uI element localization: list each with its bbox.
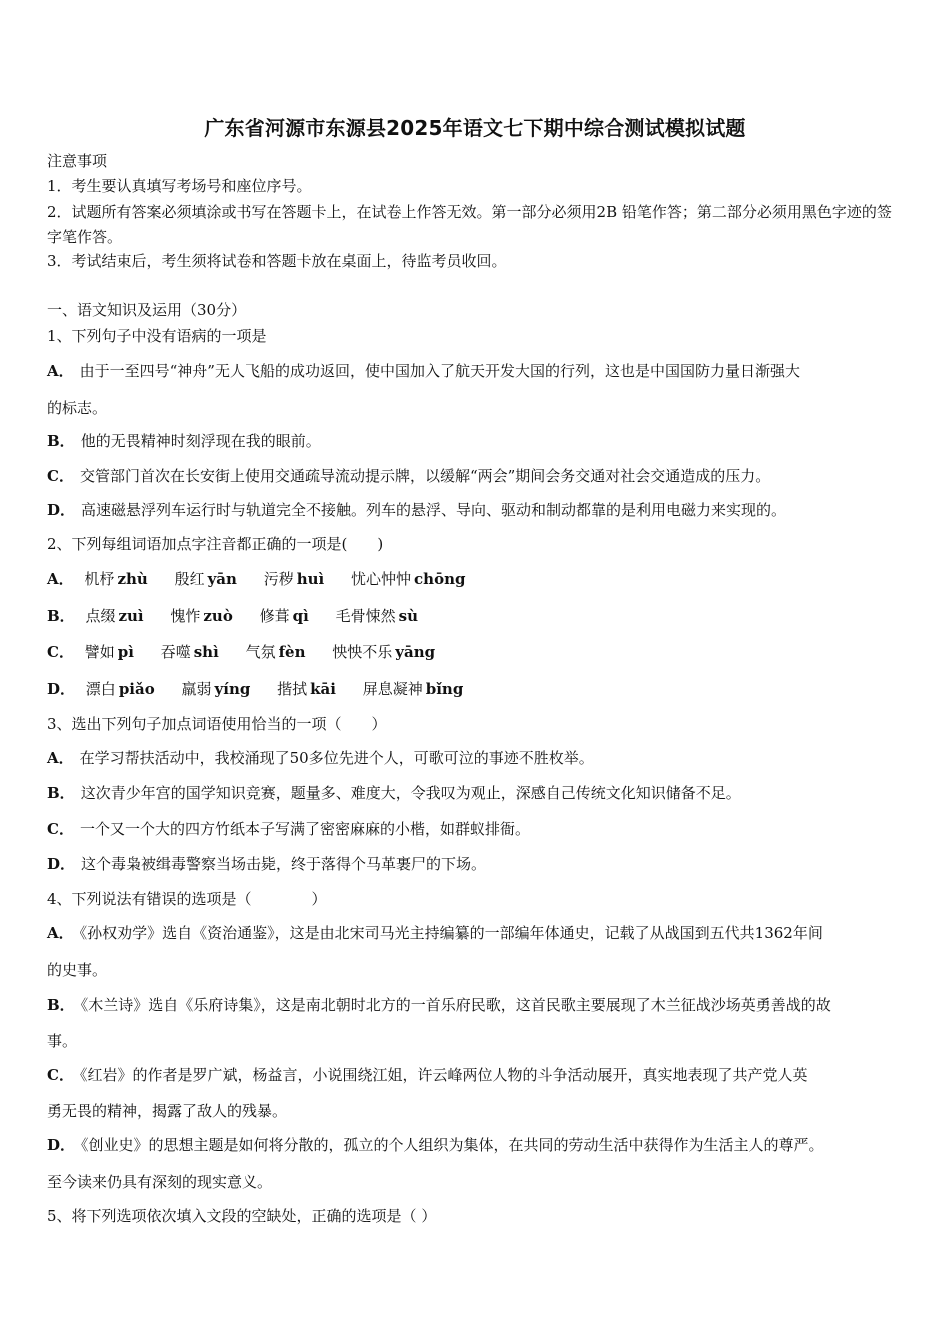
word-item: 屏息凝神 bǐng (362, 680, 464, 698)
q1-option-a (47, 360, 906, 382)
option-text: 《创业史》的思想主题是如何将分散的，孤立的个人组织为集体，在共同的劳动生活中获得作为生活主人的尊严。 (81, 1136, 824, 1154)
option-label: A． (47, 570, 74, 588)
word-item: 机杼 zhù (84, 570, 148, 588)
q1-option-a-cont: 的标志。 (47, 399, 108, 417)
q1-option-d (47, 499, 906, 521)
option-label: B． (47, 996, 75, 1014)
option-text: 他的无畏精神时刻浮现在我的眼前。 (80, 432, 321, 450)
word-item: 吞噬 shì (160, 643, 219, 661)
word-item: 譬如 pì (84, 643, 134, 661)
option-label: C． (47, 820, 74, 838)
option-label: C． (47, 643, 74, 661)
word-item: 污秽 huì (263, 570, 325, 588)
word-item: 愧怍 zuò (170, 607, 233, 625)
word-item: 点缀 zuì (85, 607, 144, 625)
option-text: 这次青少年宫的国学知识竞赛，题量多、难度大，令我叹为观止，深感自己传统文化知识储备不足。 (80, 784, 741, 802)
page-title: 广东省河源市东源县2025年语文七下期中综合测试模拟试题 (204, 116, 746, 140)
word-item: 修葺 qì (259, 607, 309, 625)
q2-stem: 2、下列每组词语加点字注音都正确的一项是( ) (47, 535, 384, 553)
option-label: D． (47, 1136, 76, 1154)
option-label: B． (47, 607, 75, 625)
word-item: 气氛 fèn (245, 643, 306, 661)
q4-option-d (47, 1134, 906, 1156)
word-item: 漂白 piǎo (85, 680, 155, 698)
option-text: 交管部门首次在长安街上使用交通疏导流动提示牌，以缓解“两会”期间会务交通对社会交通造成的压力。 (79, 467, 771, 485)
option-text: 高速磁悬浮列车运行时与轨道完全不接触。列车的悬浮、导向、驱动和制动都靠的是利用电磁力来实现的。 (81, 501, 787, 519)
q4-option-b (47, 994, 906, 1016)
q4-option-c-cont: 勇无畏的精神，揭露了敌人的残暴。 (47, 1102, 288, 1120)
option-text: 由于一至四号“神舟”无人飞船的成功返回，使中国加入了航天开发大国的行列，这也是中国国防力量日渐强大 (79, 362, 800, 380)
q3-option-d (47, 853, 906, 875)
q4-option-a-cont: 的史事。 (47, 961, 108, 979)
option-text: 一个又一个大的四方竹纸本子写满了密密麻麻的小楷，如群蚁排衙。 (79, 820, 530, 838)
option-label: B． (47, 432, 75, 450)
option-text: 这个毒枭被缉毒警察当场击毙，终于落得个马革裹尸的下场。 (81, 855, 487, 873)
q5-stem: 5、将下列选项依次填入文段的空缺处，正确的选项是（ ） (47, 1207, 437, 1225)
word-item: 毛骨悚然 sù (335, 607, 418, 625)
q2-option-d (47, 678, 906, 700)
notice-item-2: 2．试题所有答案必须填涂或书写在答题卡上，在试卷上作答无效。第一部分必须用2B 铅笔作答；第二部分必须用黑色字迹的签字笔作答。 (47, 203, 892, 246)
q3-stem: 3、选出下列句子加点词语使用恰当的一项（ ） (47, 715, 387, 733)
option-text: 《木兰诗》选自《乐府诗集》，这是南北朝时北方的一首乐府民歌，这首民歌主要展现了木兰征战沙场英勇善战的故 (80, 996, 831, 1014)
option-label: C． (47, 467, 74, 485)
q3-option-a (47, 747, 906, 769)
q3-option-c (47, 818, 906, 840)
option-label: A． (47, 749, 74, 767)
q2-option-c (47, 641, 906, 663)
notice-heading: 注意事项 (47, 152, 108, 170)
q1-option-b (47, 430, 906, 452)
option-label: D． (47, 855, 76, 873)
option-text: 《孙权劝学》选自《资治通鉴》，这是由北宋司马光主持编纂的一部编年体通史，记载了从战国到五代共1362年间 (79, 924, 823, 942)
q4-option-a (47, 922, 906, 944)
option-label: A． (47, 362, 74, 380)
option-text: 在学习帮扶活动中，我校涌现了50多位先进个人，可歌可泣的事迹不胜枚举。 (79, 749, 594, 767)
option-label: C． (47, 1066, 74, 1084)
q1-stem: 1、下列句子中没有语病的一项是 (47, 327, 267, 345)
q3-option-b (47, 782, 906, 804)
word-item: 怏怏不乐 yāng (332, 643, 436, 661)
q2-option-b (47, 605, 906, 627)
option-text: 《红岩》的作者是罗广斌，杨益言，小说围绕江姐，许云峰两位人物的斗争活动展开，真实地表现了共产党人英 (79, 1066, 808, 1084)
option-label: D． (47, 680, 76, 698)
notice-item-3: 3．考试结束后，考生须将试卷和答题卡放在桌面上，待监考员收回。 (47, 252, 507, 270)
option-label: B． (47, 784, 75, 802)
q2-option-a (47, 568, 906, 590)
word-item: 忧心忡忡 chōng (351, 570, 466, 588)
q4-option-d-cont: 至今读来仍具有深刻的现实意义。 (47, 1173, 273, 1191)
q1-option-c (47, 465, 906, 487)
q4-option-c (47, 1064, 906, 1086)
option-label: D． (47, 501, 76, 519)
word-item: 殷红 yān (174, 570, 237, 588)
word-item: 羸弱 yíng (181, 680, 251, 698)
notice-item-1: 1．考生要认真填写考场号和座位序号。 (47, 177, 312, 195)
q4-stem: 4、下列说法有错误的选项是（ ） (47, 890, 327, 908)
section-heading: 一、语文知识及运用（30分） (47, 301, 247, 319)
option-label: A． (47, 924, 74, 942)
q4-option-b-cont: 事。 (47, 1032, 78, 1050)
word-item: 揩拭 kāi (277, 680, 336, 698)
